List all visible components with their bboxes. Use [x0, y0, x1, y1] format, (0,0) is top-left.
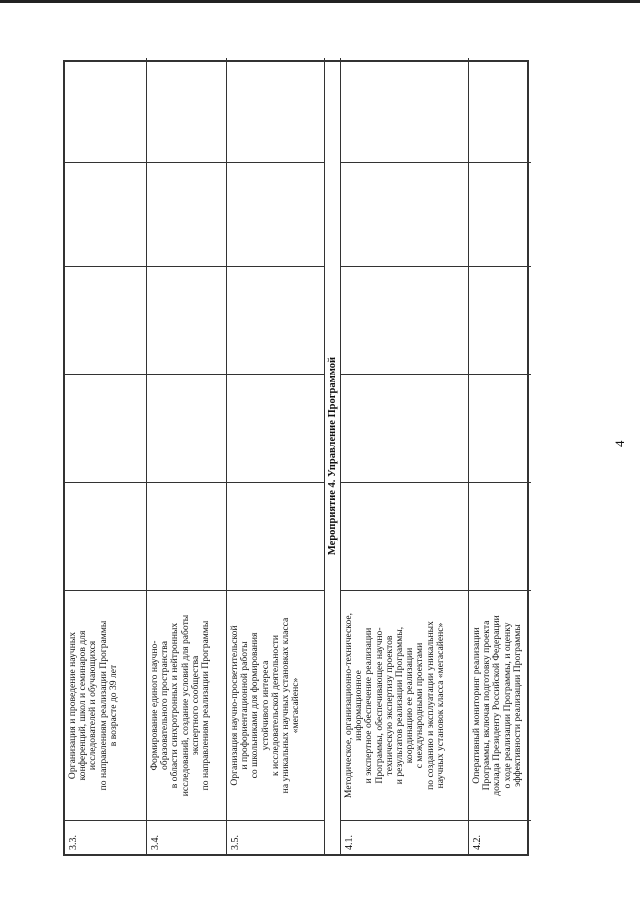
- text-line: устойчивого интереса: [259, 660, 271, 751]
- empty-cell: [341, 162, 468, 266]
- row-description: [227, 590, 324, 820]
- text-line: Программы, включая подготовку проекта: [481, 620, 493, 791]
- text-line: исследований, создание условий для работы: [179, 614, 191, 797]
- text-line: исследователей и обучающихся: [87, 640, 99, 771]
- table-row: [341, 58, 469, 854]
- text-line: к исследовательской деятельности: [269, 635, 281, 777]
- table-row: [147, 58, 227, 854]
- empty-cell: [65, 162, 146, 266]
- empty-cell: [469, 266, 531, 374]
- empty-cell: [147, 266, 226, 374]
- text-line: Программы, обеспечивающее научно-: [373, 627, 385, 784]
- program-table: [63, 60, 529, 856]
- text-line: с международными проектами: [414, 642, 426, 769]
- page-number: 4: [612, 440, 627, 447]
- text-line: Организация и проведение научных: [67, 631, 78, 780]
- text-line: о ходе реализации Программы, и оценку: [501, 622, 513, 789]
- text-line: Оперативный мониторинг реализации: [471, 627, 482, 784]
- text-line: и экспертное обеспечение реализации: [363, 627, 375, 784]
- text-line: доклада Президенту Российской Федерации: [491, 615, 503, 796]
- text-line: со школьниками для формирования: [249, 632, 261, 779]
- empty-cell: [341, 266, 468, 374]
- top-border-line: [0, 0, 640, 3]
- text-line: в области синхротронных и нейтронных: [169, 622, 181, 789]
- section-header: Мероприятие 4. Управление Программой: [325, 58, 341, 854]
- empty-cell: [227, 374, 324, 482]
- empty-cell: [227, 266, 324, 374]
- text-line: в возрасте до 39 лет: [107, 664, 119, 747]
- text-line: «мегасайенс»: [290, 677, 302, 734]
- empty-cell: [147, 482, 226, 590]
- row-description: [147, 590, 226, 820]
- row-number: 4.1.: [341, 820, 468, 854]
- empty-cell: [469, 374, 531, 482]
- text-line: Формирование единого научно-: [149, 640, 160, 771]
- empty-cell: [469, 482, 531, 590]
- text-line: по направлениям реализации Программы: [200, 620, 212, 791]
- text-line: и результатов реализации Программы,: [394, 626, 406, 785]
- text-line: на уникальных научных установках класса: [280, 617, 292, 794]
- text-line: конференций, школ и семинаров для: [77, 630, 89, 781]
- empty-cell: [65, 58, 146, 162]
- empty-cell: [65, 482, 146, 590]
- empty-cell: [469, 58, 531, 162]
- empty-cell: [227, 162, 324, 266]
- row-number: 3.3.: [65, 820, 146, 854]
- row-number: 3.5.: [227, 820, 324, 854]
- text-line: образовательного пространства: [159, 641, 171, 770]
- empty-cell: [147, 162, 226, 266]
- text-line: эффективности реализации Программы: [511, 624, 523, 787]
- text-line: по направлениям реализации Программы: [97, 620, 109, 791]
- text-line: по созданию и эксплуатации уникальных: [424, 621, 436, 790]
- row-number: 4.2.: [469, 820, 531, 854]
- text-line: и профориентационной работы: [239, 641, 251, 770]
- text-line: информационное: [353, 670, 365, 741]
- empty-cell: [341, 374, 468, 482]
- empty-cell: [147, 374, 226, 482]
- empty-cell: [65, 266, 146, 374]
- table-row: [65, 58, 147, 854]
- row-description: [65, 590, 146, 820]
- table-row: [227, 58, 325, 854]
- table-row: [469, 58, 531, 854]
- empty-cell: [227, 58, 324, 162]
- rotated-table-wrapper: [63, 60, 529, 856]
- text-line: техническую экспертизу проектов: [383, 635, 395, 776]
- empty-cell: [227, 482, 324, 590]
- row-description: [469, 590, 531, 820]
- empty-cell: [469, 162, 531, 266]
- row-number: 3.4.: [147, 820, 226, 854]
- empty-cell: [147, 58, 226, 162]
- text-line: экспертного сообщества: [189, 655, 201, 756]
- text-line: координацию ее реализации: [404, 647, 416, 764]
- empty-cell: [341, 482, 468, 590]
- text-line: Методическое, организационно-техническое,: [343, 612, 354, 799]
- empty-cell: [341, 58, 468, 162]
- text-line: научных установок класса «мегасайенс»: [434, 622, 446, 789]
- empty-cell: [65, 374, 146, 482]
- row-description: [341, 590, 468, 820]
- text-line: Организация научно-просветительской: [229, 625, 240, 786]
